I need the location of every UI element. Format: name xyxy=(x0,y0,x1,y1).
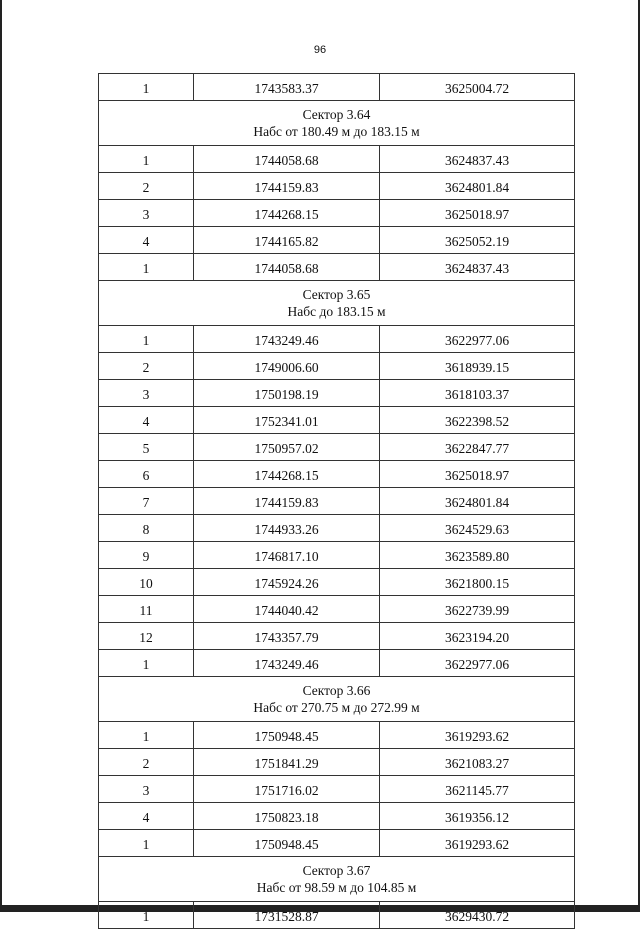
y-coordinate-cell: 3623589.80 xyxy=(380,542,575,569)
point-number-cell: 4 xyxy=(99,803,194,830)
sector-height-range: Набс от 180.49 м до 183.15 м xyxy=(253,124,420,139)
table-row xyxy=(99,650,575,677)
y-coordinate-cell: 3619293.62 xyxy=(380,722,575,749)
y-coordinate-cell: 3625018.97 xyxy=(380,200,575,227)
x-coordinate-cell: 1744058.68 xyxy=(194,254,380,281)
sector-header-cell xyxy=(99,677,575,722)
sector-header-cell xyxy=(99,101,575,146)
point-number-cell: 1 xyxy=(99,650,194,677)
point-number-cell: 1 xyxy=(99,326,194,353)
table-row xyxy=(99,200,575,227)
point-number-cell: 7 xyxy=(99,488,194,515)
point-number-cell: 2 xyxy=(99,353,194,380)
x-coordinate-cell: 1743357.79 xyxy=(194,623,380,650)
point-number-cell: 11 xyxy=(99,596,194,623)
x-coordinate-cell: 1751716.02 xyxy=(194,776,380,803)
table-row xyxy=(99,74,575,101)
table-row xyxy=(99,515,575,542)
y-coordinate-cell: 3618939.15 xyxy=(380,353,575,380)
y-coordinate-cell: 3621800.15 xyxy=(380,569,575,596)
x-coordinate-cell: 1743583.37 xyxy=(194,74,380,101)
x-coordinate-cell: 1750948.45 xyxy=(194,830,380,857)
sector-header-row xyxy=(99,677,575,722)
coordinates-table-body xyxy=(99,74,575,929)
sector-header-cell xyxy=(99,281,575,326)
table-row xyxy=(99,254,575,281)
table-row xyxy=(99,542,575,569)
x-coordinate-cell: 1749006.60 xyxy=(194,353,380,380)
x-coordinate-cell: 1744058.68 xyxy=(194,146,380,173)
y-coordinate-cell: 3622977.06 xyxy=(380,326,575,353)
sector-header-row xyxy=(99,101,575,146)
point-number-cell: 2 xyxy=(99,749,194,776)
x-coordinate-cell: 1750823.18 xyxy=(194,803,380,830)
x-coordinate-cell: 1744040.42 xyxy=(194,596,380,623)
table-row xyxy=(99,434,575,461)
table-row xyxy=(99,623,575,650)
y-coordinate-cell: 3622739.99 xyxy=(380,596,575,623)
point-number-cell: 3 xyxy=(99,200,194,227)
point-number-cell: 3 xyxy=(99,776,194,803)
x-coordinate-cell: 1746817.10 xyxy=(194,542,380,569)
x-coordinate-cell: 1744159.83 xyxy=(194,488,380,515)
point-number-cell: 5 xyxy=(99,434,194,461)
point-number-cell: 4 xyxy=(99,407,194,434)
x-coordinate-cell: 1744268.15 xyxy=(194,461,380,488)
point-number-cell: 1 xyxy=(99,254,194,281)
x-coordinate-cell: 1743249.46 xyxy=(194,326,380,353)
coordinates-table xyxy=(98,73,575,929)
y-coordinate-cell: 3629430.72 xyxy=(380,902,575,929)
point-number-cell: 4 xyxy=(99,227,194,254)
x-coordinate-cell: 1744933.26 xyxy=(194,515,380,542)
point-number-cell: 6 xyxy=(99,461,194,488)
x-coordinate-cell: 1750957.02 xyxy=(194,434,380,461)
table-row xyxy=(99,461,575,488)
y-coordinate-cell: 3624837.43 xyxy=(380,254,575,281)
table-row xyxy=(99,722,575,749)
table-row xyxy=(99,902,575,929)
point-number-cell: 12 xyxy=(99,623,194,650)
point-number-cell: 1 xyxy=(99,722,194,749)
sector-title: Сектор 3.64 xyxy=(302,107,371,122)
y-coordinate-cell: 3625018.97 xyxy=(380,461,575,488)
y-coordinate-cell: 3619293.62 xyxy=(380,830,575,857)
y-coordinate-cell: 3625004.72 xyxy=(380,74,575,101)
sector-header-row xyxy=(99,281,575,326)
table-row xyxy=(99,326,575,353)
point-number-cell: 3 xyxy=(99,380,194,407)
table-row xyxy=(99,488,575,515)
y-coordinate-cell: 3622847.77 xyxy=(380,434,575,461)
table-row xyxy=(99,596,575,623)
table-row xyxy=(99,380,575,407)
y-coordinate-cell: 3621145.77 xyxy=(380,776,575,803)
sector-title: Сектор 3.67 xyxy=(302,863,371,878)
y-coordinate-cell: 3624837.43 xyxy=(380,146,575,173)
x-coordinate-cell: 1751841.29 xyxy=(194,749,380,776)
y-coordinate-cell: 3618103.37 xyxy=(380,380,575,407)
table-row xyxy=(99,353,575,380)
sector-header-row xyxy=(99,857,575,902)
table-row xyxy=(99,776,575,803)
y-coordinate-cell: 3619356.12 xyxy=(380,803,575,830)
sector-height-range: Набс до 183.15 м xyxy=(287,304,386,319)
x-coordinate-cell: 1750198.19 xyxy=(194,380,380,407)
point-number-cell: 1 xyxy=(99,74,194,101)
x-coordinate-cell: 1750948.45 xyxy=(194,722,380,749)
y-coordinate-cell: 3622398.52 xyxy=(380,407,575,434)
table-row xyxy=(99,407,575,434)
y-coordinate-cell: 3621083.27 xyxy=(380,749,575,776)
sector-title: Сектор 3.66 xyxy=(302,683,371,698)
point-number-cell: 9 xyxy=(99,542,194,569)
page-number: 96 xyxy=(313,44,327,56)
x-coordinate-cell: 1744165.82 xyxy=(194,227,380,254)
point-number-cell: 2 xyxy=(99,173,194,200)
x-coordinate-cell: 1743249.46 xyxy=(194,650,380,677)
sector-header-cell xyxy=(99,857,575,902)
x-coordinate-cell: 1744159.83 xyxy=(194,173,380,200)
point-number-cell: 8 xyxy=(99,515,194,542)
table-row xyxy=(99,227,575,254)
table-row xyxy=(99,830,575,857)
point-number-cell: 1 xyxy=(99,146,194,173)
sector-title: Сектор 3.65 xyxy=(302,287,371,302)
y-coordinate-cell: 3624801.84 xyxy=(380,173,575,200)
sector-height-range: Набс от 98.59 м до 104.85 м xyxy=(256,880,417,895)
x-coordinate-cell: 1731528.87 xyxy=(194,902,380,929)
x-coordinate-cell: 1752341.01 xyxy=(194,407,380,434)
table-row xyxy=(99,749,575,776)
table-row xyxy=(99,569,575,596)
y-coordinate-cell: 3625052.19 xyxy=(380,227,575,254)
x-coordinate-cell: 1745924.26 xyxy=(194,569,380,596)
y-coordinate-cell: 3623194.20 xyxy=(380,623,575,650)
y-coordinate-cell: 3624801.84 xyxy=(380,488,575,515)
y-coordinate-cell: 3624529.63 xyxy=(380,515,575,542)
point-number-cell: 1 xyxy=(99,902,194,929)
sector-height-range: Набс от 270.75 м до 272.99 м xyxy=(253,700,420,715)
point-number-cell: 1 xyxy=(99,830,194,857)
point-number-cell: 10 xyxy=(99,569,194,596)
table-row xyxy=(99,803,575,830)
table-row xyxy=(99,173,575,200)
y-coordinate-cell: 3622977.06 xyxy=(380,650,575,677)
x-coordinate-cell: 1744268.15 xyxy=(194,200,380,227)
table-row xyxy=(99,146,575,173)
